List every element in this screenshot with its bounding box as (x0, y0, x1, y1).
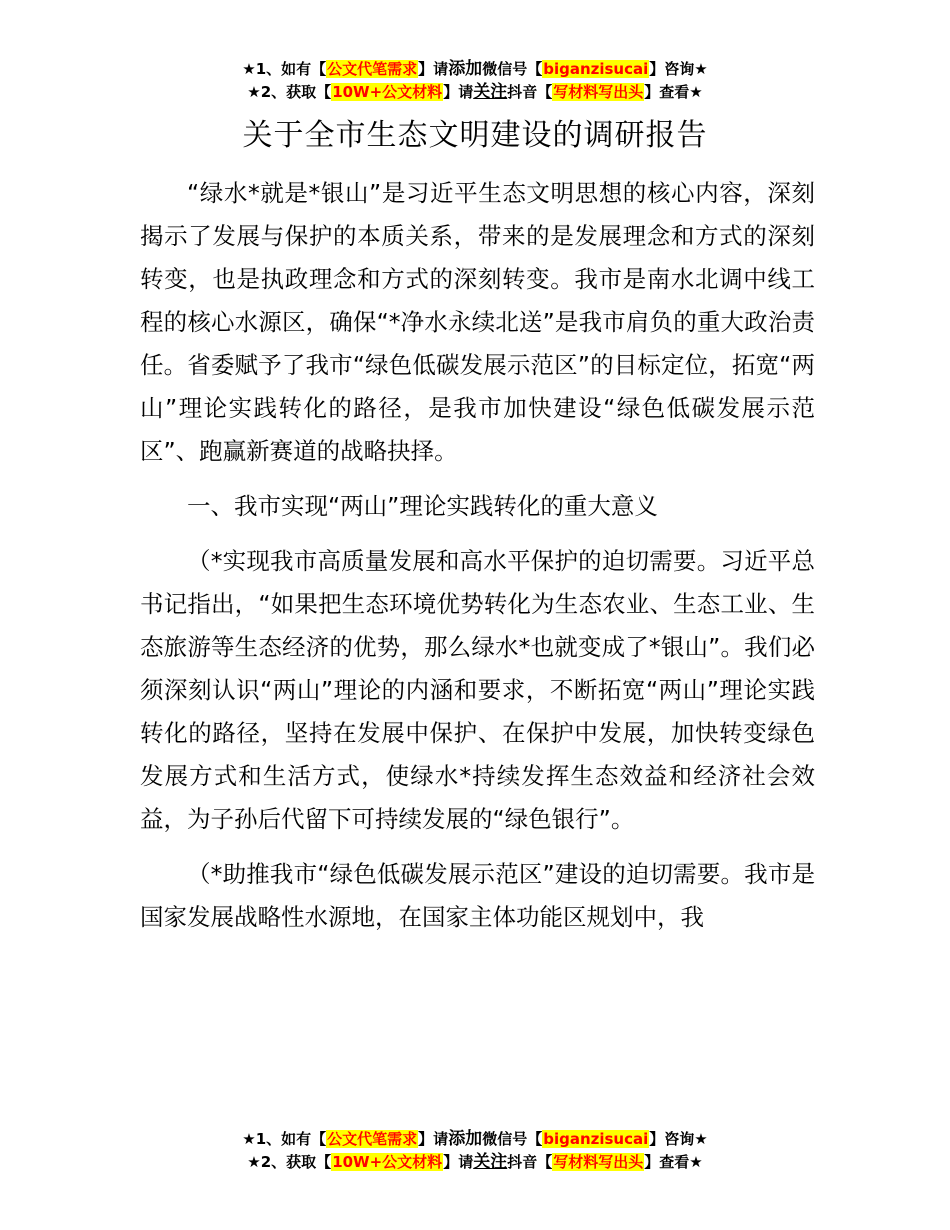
header-banner (0, 58, 950, 104)
document-body (140, 172, 815, 939)
banner-line-1: ★1、如有【公文代笔需求】请添加微信号【biganzisucai】咨询★ (242, 1129, 708, 1149)
footer-banner (0, 1128, 950, 1174)
highlight-douyin-account: 写材料写出头 (553, 1153, 644, 1171)
highlight-service: 公文代笔需求 (327, 1130, 418, 1148)
highlight-douyin-account: 写材料写出头 (553, 83, 644, 101)
highlight-wechat-id: biganzisucai (543, 60, 649, 78)
paragraph-point-2: （*助推我市“绿色低碳发展示范区”建设的迫切需要。我市是国家发展战略性水源地，在国家主体功能区规划中，我 (140, 860, 815, 931)
highlight-materials: 10W+公文材料 (332, 1153, 443, 1171)
banner-line-2: ★2、获取【10W+公文材料】请关注抖音【写材料写出头】查看★ (247, 82, 703, 102)
paragraph-point-1: （*实现我市高质量发展和高水平保护的迫切需要。习近平总书记指出，“如果把生态环境优势转化为生态农业、生态工业、生态旅游等生态经济的优势，那么绿水*也就变成了*银山”。我们必须深刻认识“两山”理论的内涵和要求，不断拓宽“两山”理论实践转化的路径，坚持在发展中保护、在保护中发展，加快转变绿色发展方式和生活方式，使绿水*持续发挥生态效益和经济社会效益，为子孙后代留下可持续发展的“绿色银行”。 (140, 547, 815, 833)
section-heading-1: 一、我市实现“两山”理论实践转化的重大意义 (187, 492, 658, 520)
banner-line-2: ★2、获取【10W+公文材料】请关注抖音【写材料写出头】查看★ (247, 1152, 703, 1172)
highlight-service: 公文代笔需求 (327, 60, 418, 78)
highlight-materials: 10W+公文材料 (332, 83, 443, 101)
highlight-wechat-id: biganzisucai (543, 1130, 649, 1148)
paragraph-intro: “绿水*就是*银山”是习近平生态文明思想的核心内容，深刻揭示了发展与保护的本质关系，带来的是发展理念和方式的深刻转变，也是执政理念和方式的深刻转变。我市是南水北调中线工程的核心水源区，确保“*净水永续北送”是我市肩负的重大政治责任。省委赋予了我市“绿色低碳发展示范区”的目标定位，拓宽“两山”理论实践转化的路径，是我市加快建设“绿色低碳发展示范区”、跑赢新赛道的战略抉择。 (140, 179, 815, 465)
banner-line-1: ★1、如有【公文代笔需求】请添加微信号【biganzisucai】咨询★ (242, 59, 708, 79)
document-title: 关于全市生态文明建设的调研报告 (242, 118, 708, 153)
